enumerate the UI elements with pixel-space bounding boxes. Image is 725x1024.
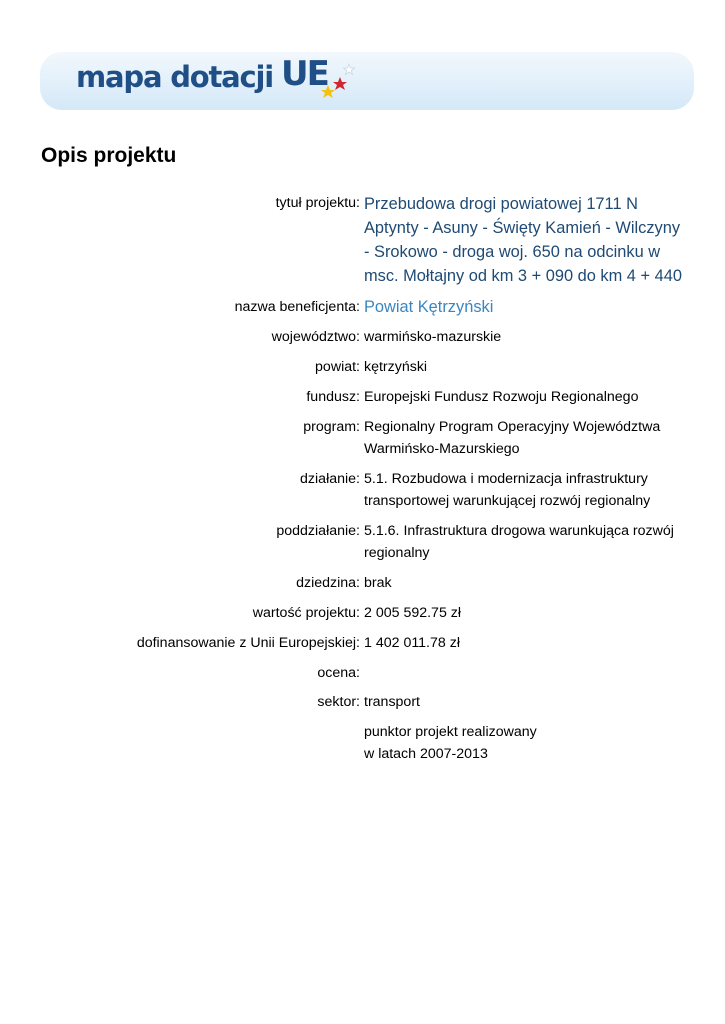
row-rating [0,662,725,683]
period-note-line1: punktor projekt realizowany [364,724,537,740]
rating-value [364,662,684,683]
title-label: tytuł projektu: [275,195,360,211]
eu-stars-icon [316,55,366,105]
county-value: kętrzyński [364,359,428,375]
voivodeship-value: warmińsko-mazurskie [364,329,502,345]
cofinancing-amount: 1 402 011.78 zł [364,635,460,651]
row-subaction [0,520,725,564]
period-note-line2: w latach 2007-2013 [364,746,488,762]
row-program [0,416,725,460]
rating-label: ocena: [317,665,360,681]
program-label: program: [303,419,360,435]
row-note [0,721,725,765]
row-project-value [0,602,725,624]
row-county [0,356,725,378]
beneficiary-label: nazwa beneficjenta: [234,299,360,315]
row-title [0,192,725,288]
domain-label: dziedzina: [296,575,360,591]
subaction-value: 5.1.6. Infrastruktura drogowa warunkująca rozwój regionalny [364,523,674,561]
row-action [0,468,725,512]
project-details [0,192,725,773]
mapa-dotacji-logo[interactable] [76,55,366,105]
title-value: Przebudowa drogi powiatowej 1711 N Aptynty - Asuny - Święty Kamień - Wilczyny - Srokowo - droga woj. 650 na odcinku w msc. Mołtajny od km 3 + 090 do km 4 + 440 [364,195,682,285]
action-label: działanie: [300,471,360,487]
row-sector [0,691,725,713]
fund-value: Europejski Fundusz Rozwoju Regionalnego [364,389,639,405]
row-domain [0,572,725,594]
action-value: 5.1. Rozbudowa i modernizacja infrastruktury transportowej warunkującej rozwój regionalny [364,471,651,509]
project-value-amount: 2 005 592.75 zł [364,605,462,621]
voivodeship-label: województwo: [271,329,360,345]
row-beneficiary [0,296,725,318]
sector-value: transport [364,694,420,710]
note-spacer [0,721,360,765]
row-voivodeship [0,326,725,348]
county-label: powiat: [315,359,360,375]
page-title: Opis projektu [41,144,177,167]
sector-label: sektor: [317,694,360,710]
row-fund [0,386,725,408]
subaction-label: poddziałanie: [276,523,360,539]
logo-text: mapa dotacji [76,60,273,94]
project-value-label: wartość projektu: [252,605,360,621]
fund-label: fundusz: [306,389,360,405]
program-value: Regionalny Program Operacyjny Województwa Warmińsko-Mazurskiego [364,419,661,457]
domain-value: brak [364,575,392,591]
period-note [364,721,684,765]
logo-ue-text: UE [281,54,328,94]
beneficiary-link[interactable]: Powiat Kętrzyński [364,298,494,316]
row-cofinancing [0,632,725,654]
cofinancing-label: dofinansowanie z Unii Europejskiej: [136,635,360,651]
